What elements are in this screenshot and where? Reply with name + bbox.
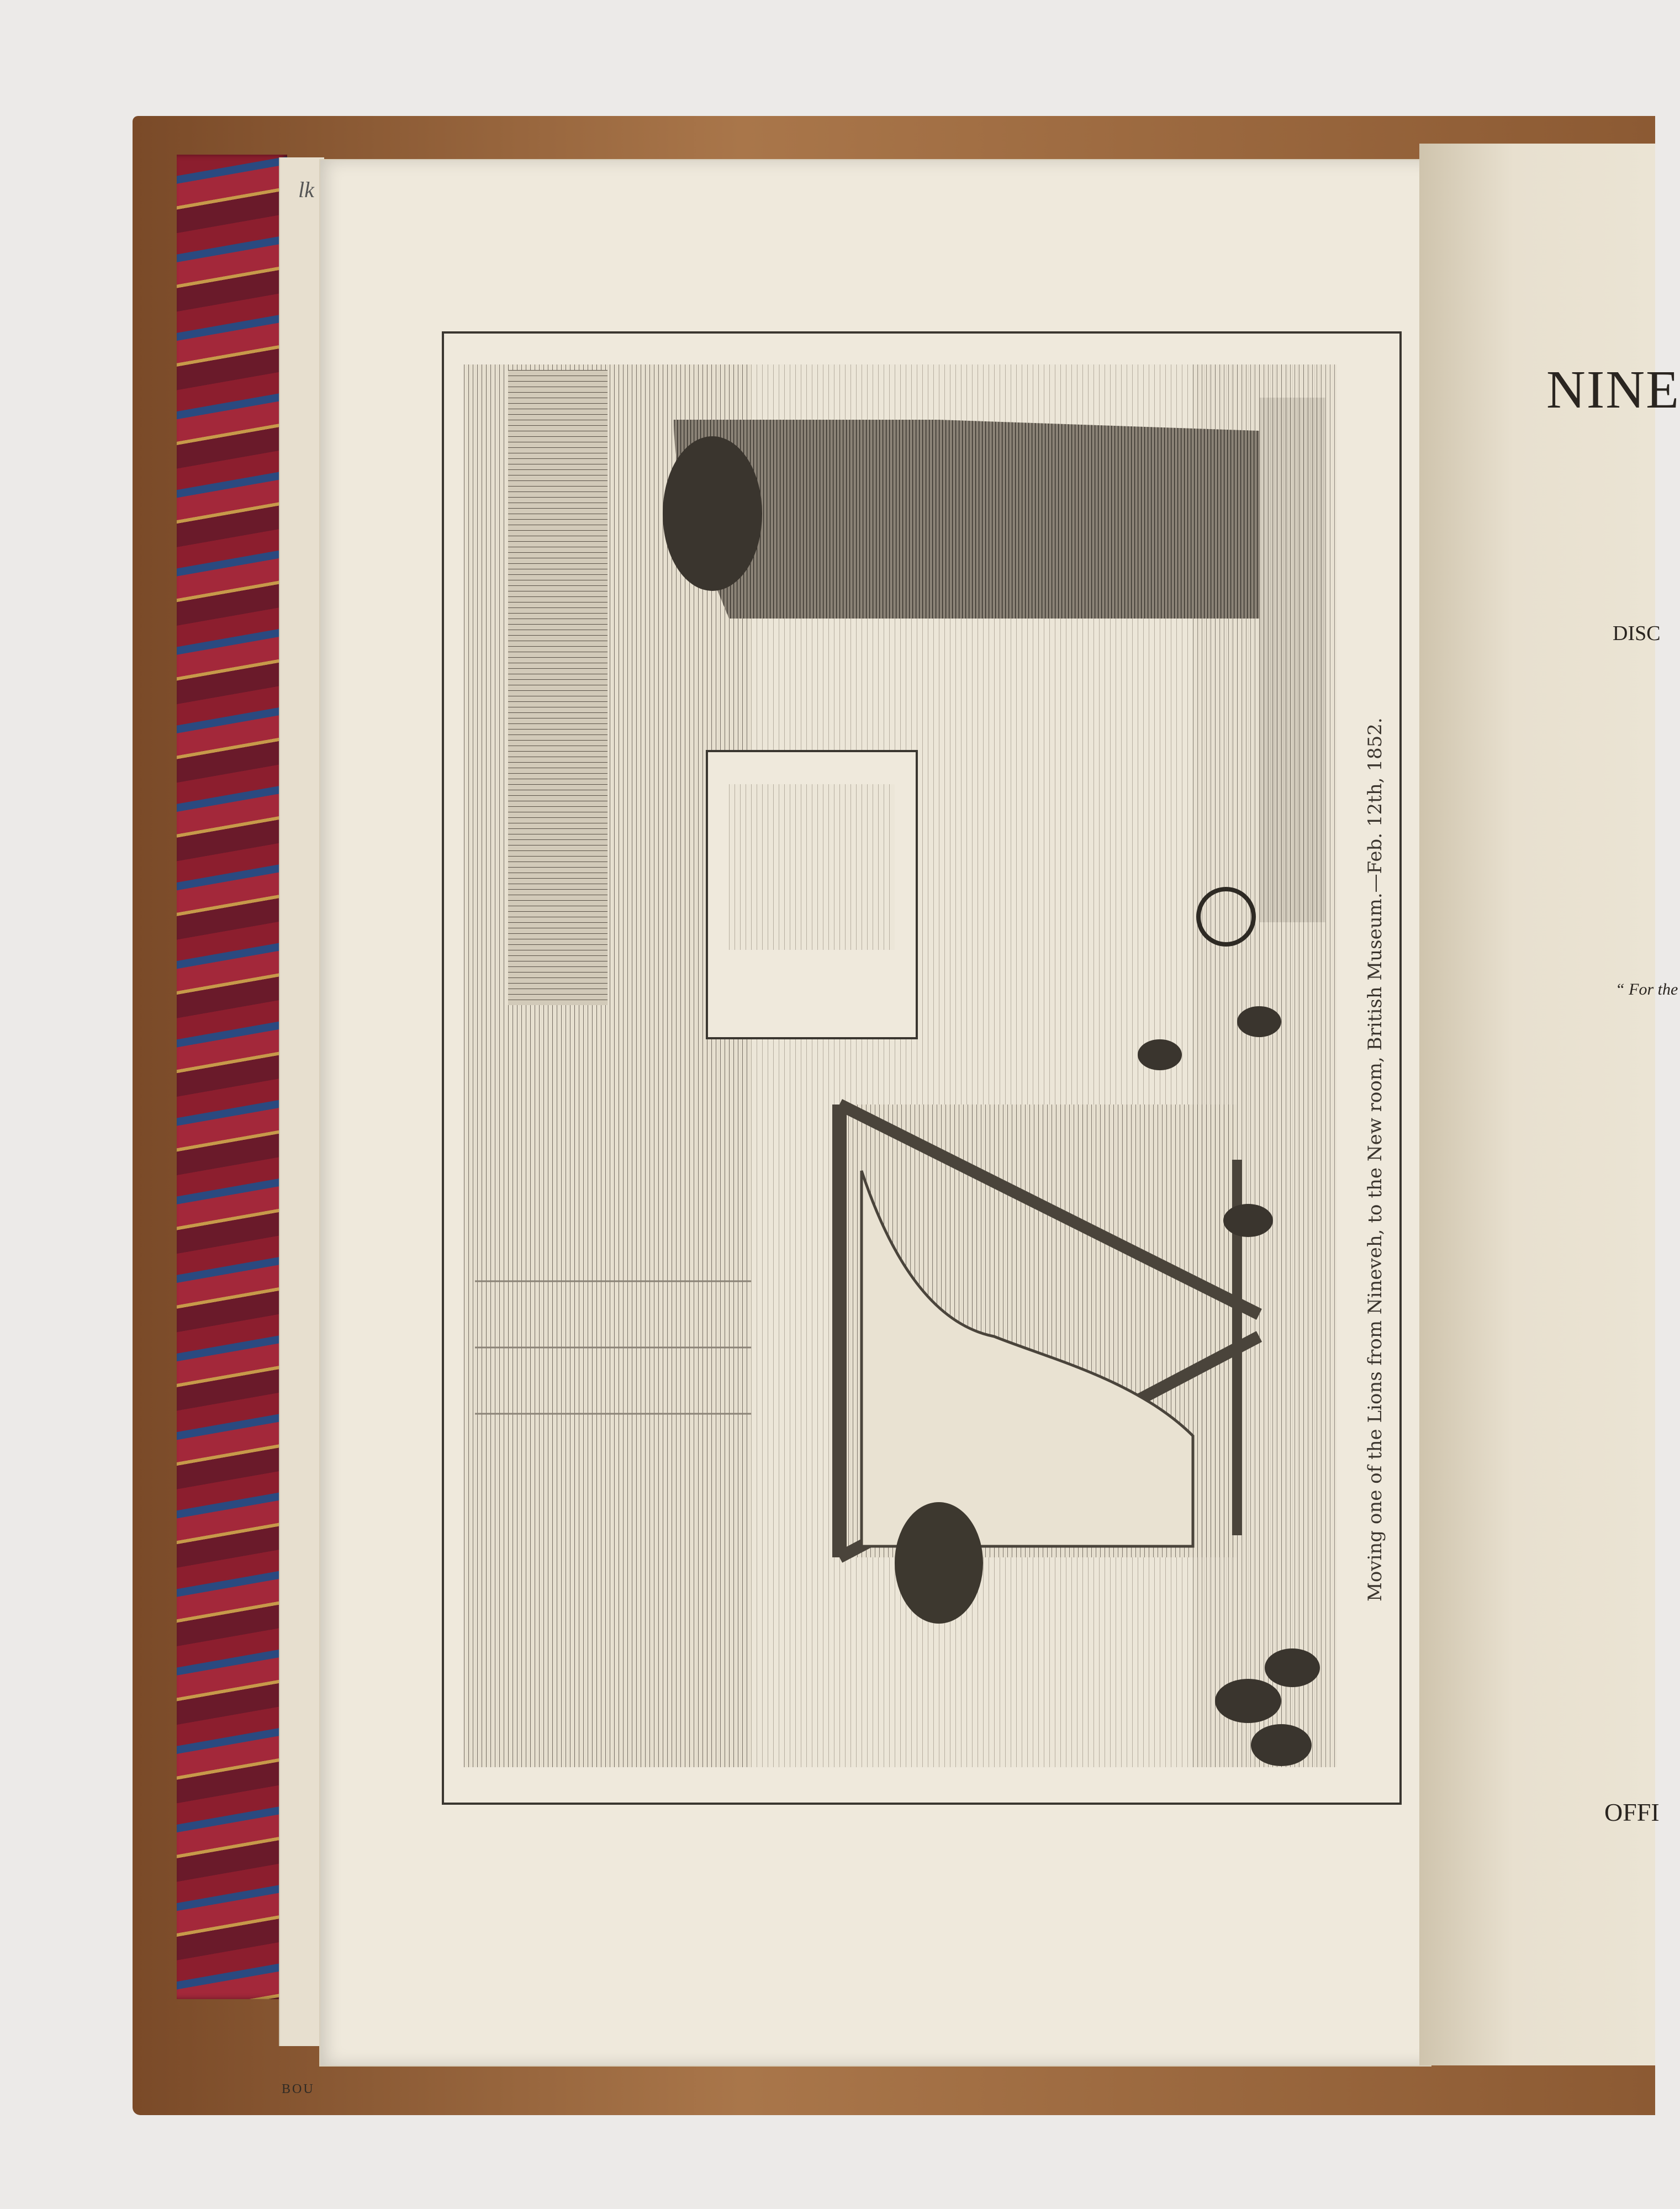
plate-caption: Moving one of the Lions from Nineveh, to the New room, British Museum.—Feb. 12th, 1852.: [1364, 717, 1386, 1602]
marbled-endpaper: [177, 155, 287, 1999]
page-edge: [279, 157, 324, 2046]
title-page: [1419, 144, 1655, 2065]
epigraph-fragment: “ For the: [1615, 980, 1678, 998]
subtitle-fragment: DISC: [1613, 622, 1661, 645]
spine-label: BOU: [282, 2082, 315, 2096]
plate-border: [442, 331, 1402, 1805]
pencil-mark: lk: [298, 177, 314, 202]
title-fragment: NINE: [1546, 360, 1680, 420]
imprint-fragment: OFFI: [1604, 1798, 1660, 1826]
